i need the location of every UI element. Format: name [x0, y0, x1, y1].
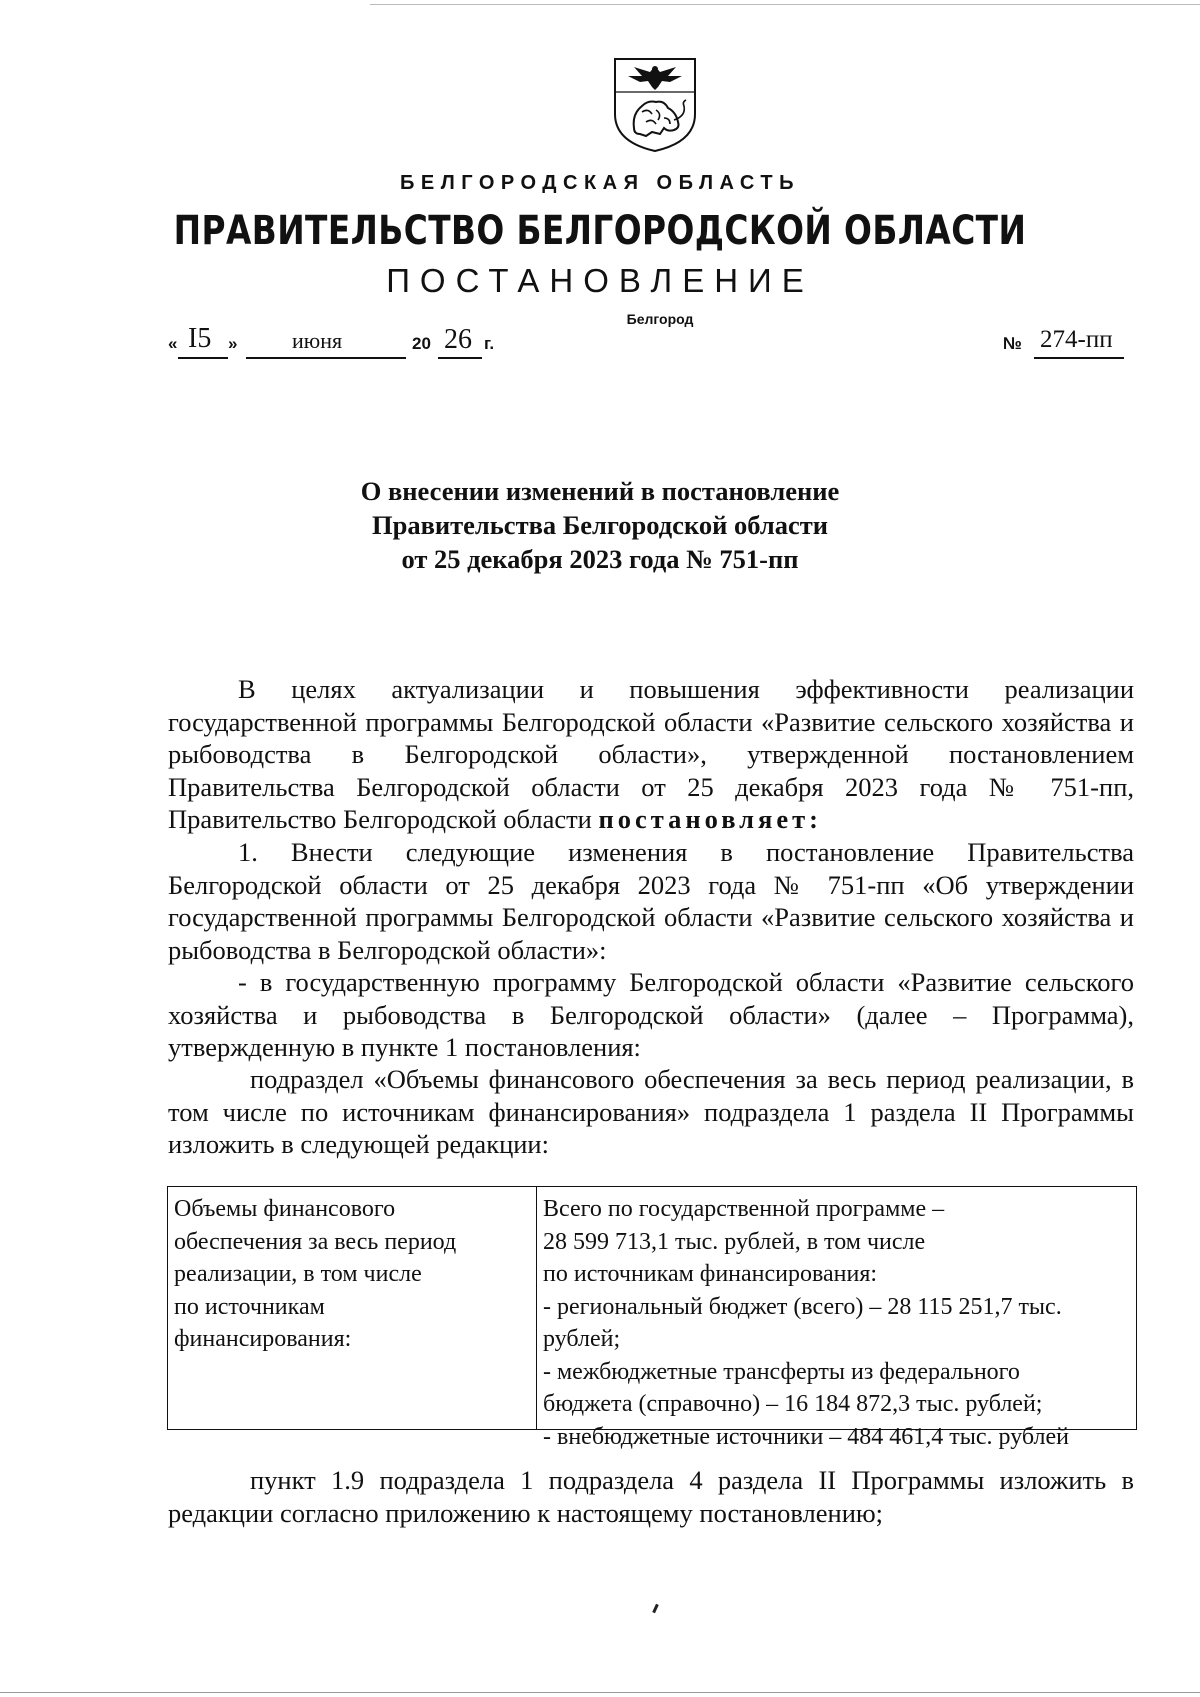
title-line-2: Правительства Белгородской области: [371, 510, 829, 540]
table-right-line: - межбюджетные трансферты из федерального: [543, 1358, 1020, 1385]
program-amend-paragraph: - в государственную программу Белгородской области «Развитие сельского хозяйства и рыбоводства в Белгородской области» (далее – Программа), утвержденную в пункте 1 постановления:: [168, 967, 1134, 1062]
title-line-1: О внесении изменений в постановление: [360, 476, 840, 506]
scan-edge-top: [370, 4, 1200, 5]
table-right-line: 28 599 713,1 тыс. рублей, в том числе: [543, 1228, 926, 1255]
date-month-underline: [246, 357, 406, 359]
region-name: БЕЛГОРОДСКАЯ ОБЛАСТЬ: [400, 172, 800, 194]
government-name: ПРАВИТЕЛЬСТВО БЕЛГОРОДСКОЙ ОБЛАСТИ: [173, 208, 1027, 254]
document-type: ПОСТАНОВЛЕНИЕ: [386, 262, 814, 299]
preamble-paragraph: [168, 673, 1134, 836]
table-left-line: обеспечения за весь период: [174, 1228, 457, 1255]
subsection-paragraph: подраздел «Объемы финансового обеспечения за весь период реализации, в том числе по источникам финансирования» подраздела 1 раздела II Программы изложить в следующей редакции:: [168, 1064, 1134, 1159]
scan-edge-bottom: [0, 1692, 1200, 1693]
scan-mark: [652, 1604, 659, 1613]
table-right-line: бюджета (справочно) – 16 184 872,3 тыс. рублей;: [543, 1391, 1043, 1417]
date-close-quote: »: [228, 334, 238, 353]
table-right-line: по источникам финансирования:: [543, 1261, 878, 1287]
table-left-line: Объемы финансового: [174, 1196, 396, 1222]
table-right-line: - внебюджетные источники – 484 461,4 тыс. рублей: [543, 1423, 1070, 1450]
date-day: I5: [188, 323, 212, 354]
table-right-line: - региональный бюджет (всего) – 28 115 251,7 тыс.: [543, 1293, 1062, 1320]
title-line-3: от 25 декабря 2023 года № 751-пп: [401, 544, 799, 574]
funding-table-value-cell: [537, 1187, 1136, 1450]
decree-number-underline: [1034, 357, 1124, 359]
coat-of-arms-emblem: [612, 56, 698, 154]
date-year-suffix: 26: [444, 324, 472, 355]
date-month: июня: [292, 328, 343, 353]
table-right-line: Всего по государственной программе –: [543, 1196, 945, 1222]
table-left-line: по источникам: [174, 1293, 325, 1320]
document-title: [200, 474, 1000, 576]
funding-table: [167, 1186, 1137, 1450]
date-year-underline: [438, 357, 482, 359]
date-year-prefix: 20: [412, 334, 431, 353]
city-name: Белгород: [626, 311, 694, 327]
table-left-line: реализации, в том числе: [174, 1261, 422, 1287]
number-label: №: [1003, 334, 1022, 353]
date-year-unit: г.: [484, 334, 495, 353]
item-1-9-paragraph: пункт 1.9 подраздела 1 подраздела 4 раздела II Программы изложить в редакции согласно приложению к настоящему постановлению;: [168, 1465, 1134, 1528]
item-1-paragraph: 1. Внести следующие изменения в постановление Правительства Белгородской области от 25 декабря 2023 года № 751-пп «Об утверждении государственной программы Белгородской области «Развитие сельского хозяйства и рыбоводства в Белгородской области»:: [168, 837, 1134, 965]
resolves-word: постановляет:: [598, 804, 822, 834]
table-right-line: рублей;: [543, 1326, 621, 1352]
preamble-text: В целях актуализации и повышения эффективности реализации государственной программы Белгородской области «Развитие сельского хозяйства и рыбоводства в Белгородской области», утвержденной постановлением Правительства Белгородской области от 25 декабря 2023 года № 751-пп, Правительство Белгородской области: [168, 674, 1134, 834]
decree-number: 274-пп: [1040, 326, 1113, 353]
funding-table-label-cell: [168, 1187, 537, 1429]
table-left-line: финансирования:: [174, 1326, 352, 1352]
date-day-underline: [178, 357, 228, 359]
date-open-quote: «: [168, 334, 178, 353]
